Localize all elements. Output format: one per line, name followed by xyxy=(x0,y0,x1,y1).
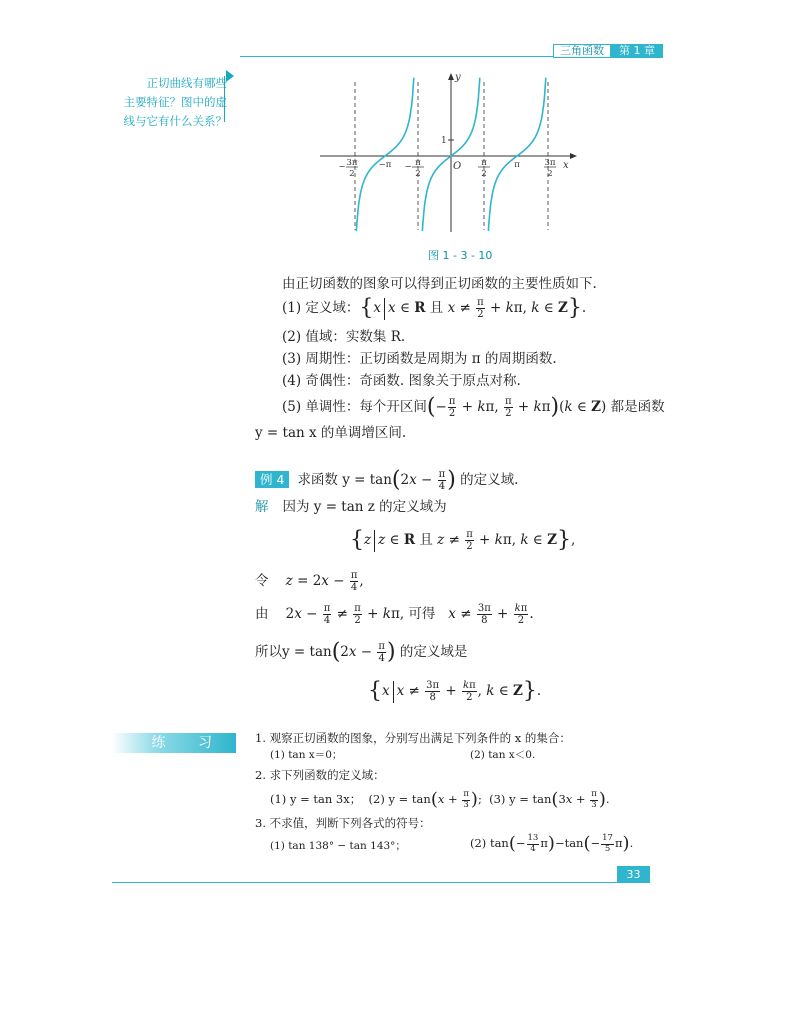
exercise-1: 1. 观察正切函数的图象，分别写出满足下列条件的 x 的集合： xyxy=(255,731,571,745)
property-monotonic-cont: y = tan x 的单调增区间. xyxy=(255,425,407,441)
domain-set-z: {z z ∈ R 且 z ≠ $\frac{\pi}{2}$ + kπ, k ∈ Z}, xyxy=(350,527,576,553)
practice-title: 练 习 xyxy=(151,735,226,751)
conclusion-text: 所以y = tan xyxy=(255,644,332,660)
example-question: 例 4 求函数 y = tan(2x − $\frac{\pi}{4}$ ) 的定义域. xyxy=(255,469,518,492)
exercise-2-items: (1) y = tan 3x； (2) y = tan(x + $\frac{\pi}{3}$ ); (3) y = tan(3x + $\frac{\pi}{3}$ ). xyxy=(270,789,610,810)
x-tick-denominator: 2 xyxy=(415,169,421,179)
property-range: (2) 值域：实数集 R. xyxy=(282,329,406,345)
x-tick-numerator: 3π xyxy=(346,158,358,168)
tangent-graph xyxy=(315,70,585,238)
let-label: 令 xyxy=(255,573,269,589)
property-domain: (1) 定义域：{x x ∈ R 且 x ≠ $\frac{\pi}{2}$ + kπ, k ∈ Z}. xyxy=(282,295,587,321)
x-tick-numerator: 3π xyxy=(544,158,556,168)
margin-note xyxy=(107,74,227,131)
margin-note-line: 线与它有什么关系？ xyxy=(123,114,227,128)
x-tick-minus: − xyxy=(404,162,412,172)
exercise-1b: (2) tan x＜0. xyxy=(470,749,536,761)
x-tick-denominator: 2 xyxy=(349,169,355,179)
property-monotonic: (5) 单调性：每个开区间(− $\frac{\pi}{2}$ + kπ, $\frac{\pi}{2}$ + kπ)(k ∈ Z) 都是函数 xyxy=(282,394,665,420)
x-tick-denominator: 2 xyxy=(547,169,553,179)
x-tick-numerator: π xyxy=(415,158,421,168)
property-parity: (4) 奇偶性：奇函数. 图象关于原点对称. xyxy=(282,373,521,389)
let-line: 令 z = 2x − $\frac{\pi}{4}$ , xyxy=(255,570,364,593)
exercise-2c: (3) y = tan xyxy=(489,792,552,806)
exercise-2a: (1) y = tan 3x； xyxy=(270,792,362,806)
exercise-3b-label: (2) tan xyxy=(470,836,509,850)
exercise-1a: (1) tan x＝0； xyxy=(270,749,343,761)
exercise-2b: (2) y = tan xyxy=(368,792,431,806)
section-title: 三角函数 xyxy=(553,44,611,58)
y-axis-label: y xyxy=(455,72,461,83)
example-text-tail: 的定义域. xyxy=(460,472,519,488)
can-get-label: , 可得 xyxy=(399,606,436,622)
footer-rule xyxy=(112,882,650,883)
tangent-curve-branch xyxy=(356,78,413,231)
exercise-2: 2. 求下列函数的定义域： xyxy=(255,768,385,782)
from-line: 由 2x − $\frac{\pi}{4}$ ≠ $\frac{\pi}{2}$ + kπ, 可得 x ≠ $\frac{3\pi}{8}$ + $\frac{k\pi}{2}$ . xyxy=(255,603,534,626)
intro-text: 由正切函数的图象可以得到正切函数的主要性质如下. xyxy=(282,276,597,292)
chapter-tag xyxy=(553,44,663,58)
solution-line xyxy=(255,498,447,516)
exercise-3a: (1) tan 138° − tan 143°； xyxy=(270,840,406,852)
margin-note-line: 正切曲线有哪些 xyxy=(146,76,227,90)
y-tick-label: 1 xyxy=(441,136,447,146)
domain-set-x: {x x ≠ $\frac{3\pi}{8}$ + $\frac{k\pi}{2}$ , k ∈ Z}. xyxy=(368,678,542,704)
chapter-label: 第 1 章 xyxy=(611,44,663,58)
note-pointer-icon xyxy=(226,70,234,82)
example-tag: 例 4 xyxy=(255,471,289,488)
property-tail: 都是函数 xyxy=(610,399,665,415)
property-period: (3) 周期性：正切函数是周期为 π 的周期函数. xyxy=(282,351,557,367)
from-label: 由 xyxy=(255,606,269,622)
x-tick-label: π xyxy=(514,160,520,170)
x-tick-label: −π xyxy=(378,160,392,170)
solution-text: 因为 y = tan z 的定义域为 xyxy=(282,499,447,515)
tangent-curve-branch xyxy=(488,78,545,231)
example-text: 求函数 y = tan xyxy=(297,472,392,488)
conclusion-line: 所以y = tan(2x − $\frac{\pi}{4}$ ) 的定义域是 xyxy=(255,639,468,665)
margin-note-line: 主要特征？图中的虚 xyxy=(123,95,227,109)
exercise-3b: (2) tan(− $\frac{13}{4}$ π)−tan(− $\frac{17}{5}$ π). xyxy=(470,833,634,854)
page-number: 33 xyxy=(617,866,650,883)
x-axis-label: x xyxy=(563,160,569,171)
practice-header xyxy=(112,733,236,753)
x-axis-arrow-icon xyxy=(570,153,577,159)
property-label: (1) 定义域： xyxy=(282,300,360,316)
x-tick-denominator: 2 xyxy=(481,169,487,179)
x-tick-numerator: π xyxy=(481,158,487,168)
solution-tag: 解 xyxy=(255,499,269,515)
note-bracket xyxy=(222,76,225,122)
y-axis-arrow-icon xyxy=(448,73,454,80)
figure-caption: 图 1 - 3 - 10 xyxy=(428,249,493,262)
origin-label: O xyxy=(453,161,462,172)
property-label: (5) 单调性：每个开区间 xyxy=(282,399,427,415)
conclusion-tail: 的定义域是 xyxy=(399,644,468,660)
x-tick-minus: − xyxy=(338,162,346,172)
exercise-3: 3. 不求值，判断下列各式的符号： xyxy=(255,816,431,830)
